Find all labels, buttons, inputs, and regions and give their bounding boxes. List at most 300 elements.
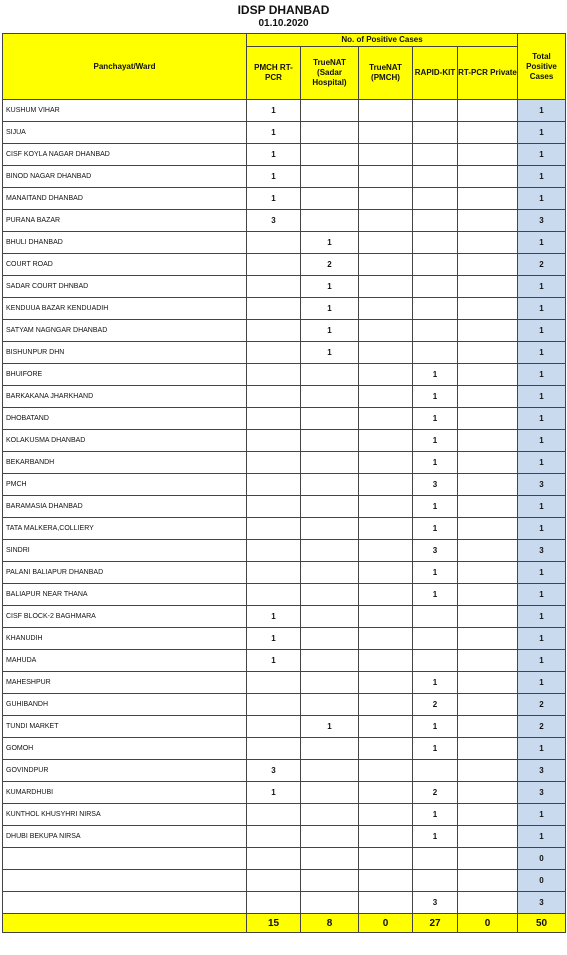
total-cell: 1: [518, 408, 566, 430]
truenat-pmch-cell: [359, 518, 413, 540]
total-rtpcr-private: 0: [458, 914, 518, 933]
rapid-kit-cell: [413, 276, 458, 298]
pmch-rtpcr-cell: 1: [247, 606, 301, 628]
table-row: [3, 672, 566, 694]
ward-cell: CISF KOYLA NAGAR DHANBAD: [3, 144, 247, 166]
ward-cell: BALIAPUR NEAR THANA: [3, 584, 247, 606]
pmch-rtpcr-cell: [247, 694, 301, 716]
rtpcr-private-cell: [458, 474, 518, 496]
ward-cell: DHUBI BEKUPA NIRSA: [3, 826, 247, 848]
rtpcr-private-cell: [458, 870, 518, 892]
truenat-pmch-cell: [359, 452, 413, 474]
pmch-rtpcr-cell: 1: [247, 782, 301, 804]
pmch-rtpcr-cell: [247, 452, 301, 474]
rtpcr-private-cell: [458, 804, 518, 826]
ward-cell: BARAMASIA DHANBAD: [3, 496, 247, 518]
rapid-kit-cell: 1: [413, 672, 458, 694]
rtpcr-private-cell: [458, 628, 518, 650]
rapid-kit-cell: [413, 848, 458, 870]
ward-cell: GOMOH: [3, 738, 247, 760]
total-cell: 2: [518, 716, 566, 738]
pmch-rtpcr-cell: [247, 298, 301, 320]
rtpcr-private-cell: [458, 254, 518, 276]
truenat-pmch-cell: [359, 826, 413, 848]
pmch-rtpcr-cell: [247, 386, 301, 408]
rapid-kit-cell: 1: [413, 716, 458, 738]
truenat-pmch-cell: [359, 672, 413, 694]
truenat-pmch-cell: [359, 650, 413, 672]
rtpcr-private-cell: [458, 320, 518, 342]
total-cell: 1: [518, 320, 566, 342]
table-row: [3, 716, 566, 738]
truenat-sadar-cell: [301, 892, 359, 914]
pmch-rtpcr-cell: [247, 584, 301, 606]
truenat-pmch-cell: [359, 606, 413, 628]
pmch-rtpcr-cell: [247, 430, 301, 452]
truenat-pmch-cell: [359, 738, 413, 760]
total-column-header: Total Positive Cases: [518, 34, 566, 100]
truenat-pmch-cell: [359, 496, 413, 518]
ward-cell: BINOD NAGAR DHANBAD: [3, 166, 247, 188]
rtpcr-private-cell: [458, 188, 518, 210]
rapid-kit-cell: [413, 188, 458, 210]
truenat-pmch-cell: [359, 540, 413, 562]
truenat-sadar-cell: [301, 100, 359, 122]
truenat-pmch-cell: [359, 188, 413, 210]
rtpcr-private-cell: [458, 496, 518, 518]
total-cell: 1: [518, 386, 566, 408]
truenat-pmch-cell: [359, 122, 413, 144]
table-body: [3, 100, 566, 914]
rapid-kit-cell: 1: [413, 452, 458, 474]
total-cell: 1: [518, 122, 566, 144]
report-title: IDSP DHANBAD: [237, 3, 330, 17]
ward-cell: KENDUUA BAZAR KENDUADIH: [3, 298, 247, 320]
ward-cell: [3, 892, 247, 914]
total-truenat-sadar: 8: [301, 914, 359, 933]
ward-cell: SINDRI: [3, 540, 247, 562]
ward-cell: GUHIBANDH: [3, 694, 247, 716]
total-cell: 3: [518, 210, 566, 232]
truenat-sadar-cell: [301, 210, 359, 232]
total-cell: 3: [518, 782, 566, 804]
total-cell: 1: [518, 606, 566, 628]
pmch-rtpcr-cell: [247, 254, 301, 276]
ward-cell: BHULI DHANBAD: [3, 232, 247, 254]
rapid-kit-cell: [413, 144, 458, 166]
table-row: [3, 518, 566, 540]
rapid-kit-cell: 1: [413, 562, 458, 584]
ward-cell: PURANA BAZAR: [3, 210, 247, 232]
ward-cell: BEKARBANDH: [3, 452, 247, 474]
truenat-pmch-cell: [359, 760, 413, 782]
pmch-rtpcr-cell: [247, 848, 301, 870]
truenat-sadar-cell: [301, 584, 359, 606]
total-cell: 1: [518, 276, 566, 298]
pmch-rtpcr-cell: [247, 320, 301, 342]
total-cell: 1: [518, 430, 566, 452]
pmch-rtpcr-cell: 1: [247, 100, 301, 122]
rapid-kit-cell: 3: [413, 892, 458, 914]
rapid-kit-cell: 2: [413, 782, 458, 804]
rtpcr-private-cell: [458, 144, 518, 166]
rapid-kit-cell: 1: [413, 364, 458, 386]
rtpcr-private-cell: [458, 166, 518, 188]
truenat-pmch-cell: [359, 298, 413, 320]
truenat-pmch-cell: [359, 386, 413, 408]
truenat-pmch-cell: [359, 782, 413, 804]
table-row: [3, 892, 566, 914]
pmch-rtpcr-cell: [247, 540, 301, 562]
truenat-sadar-cell: [301, 518, 359, 540]
rtpcr-private-cell: [458, 100, 518, 122]
truenat-sadar-cell: 1: [301, 232, 359, 254]
rtpcr-private-cell: [458, 232, 518, 254]
truenat-pmch-cell: [359, 848, 413, 870]
rtpcr-private-cell: [458, 364, 518, 386]
rtpcr-private-cell: [458, 650, 518, 672]
table-row: [3, 122, 566, 144]
rapid-kit-cell: [413, 232, 458, 254]
total-cell: 1: [518, 166, 566, 188]
rapid-kit-cell: [413, 760, 458, 782]
table-row: [3, 474, 566, 496]
rtpcr-private-cell: [458, 892, 518, 914]
ward-cell: KUSHUM VIHAR: [3, 100, 247, 122]
rtpcr-private-cell: [458, 408, 518, 430]
total-cell: 3: [518, 760, 566, 782]
pmch-rtpcr-cell: 3: [247, 210, 301, 232]
pmch-rtpcr-cell: [247, 364, 301, 386]
ward-cell: KOLAKUSMA DHANBAD: [3, 430, 247, 452]
truenat-pmch-cell: [359, 584, 413, 606]
rapid-kit-cell: 1: [413, 804, 458, 826]
rtpcr-private-cell: [458, 694, 518, 716]
pmch-rtpcr-cell: 1: [247, 166, 301, 188]
pmch-rtpcr-cell: [247, 232, 301, 254]
ward-column-header: Panchayat/Ward: [3, 34, 247, 100]
truenat-sadar-cell: 2: [301, 254, 359, 276]
ward-cell: SATYAM NAGNGAR DHANBAD: [3, 320, 247, 342]
truenat-sadar-cell: [301, 122, 359, 144]
ward-cell: BARKAKANA JHARKHAND: [3, 386, 247, 408]
ward-cell: KHANUDIH: [3, 628, 247, 650]
rtpcr-private-cell: [458, 606, 518, 628]
truenat-pmch-cell: [359, 364, 413, 386]
table-row: [3, 606, 566, 628]
total-cell: 3: [518, 474, 566, 496]
rtpcr-private-cell: [458, 782, 518, 804]
total-cell: 1: [518, 100, 566, 122]
report-date: 01.10.2020: [258, 18, 309, 29]
rapid-kit-cell: [413, 606, 458, 628]
truenat-sadar-cell: [301, 694, 359, 716]
truenat-pmch-cell: [359, 892, 413, 914]
ward-cell: KUNTHOL KHUSYHRI NIRSA: [3, 804, 247, 826]
pmch-rtpcr-cell: [247, 474, 301, 496]
table-row: [3, 364, 566, 386]
rtpcr-private-cell: [458, 518, 518, 540]
table-row: [3, 320, 566, 342]
ward-cell: BISHUNPUR DHN: [3, 342, 247, 364]
total-pmch-rtpcr: 15: [247, 914, 301, 933]
ward-cell: SADAR COURT DHNBAD: [3, 276, 247, 298]
total-cell: 1: [518, 496, 566, 518]
pmch-rtpcr-cell: [247, 496, 301, 518]
rtpcr-private-cell: [458, 848, 518, 870]
rtpcr-private-cell: [458, 562, 518, 584]
pmch-rtpcr-cell: [247, 826, 301, 848]
rtpcr-private-cell: [458, 716, 518, 738]
ward-cell: MAHESHPUR: [3, 672, 247, 694]
rtpcr-private-cell: [458, 386, 518, 408]
table-row: [3, 452, 566, 474]
table-row: [3, 628, 566, 650]
table-row: [3, 760, 566, 782]
truenat-pmch-cell: [359, 232, 413, 254]
table-row: [3, 782, 566, 804]
rapid-kit-cell: 2: [413, 694, 458, 716]
rapid-kit-cell: 1: [413, 430, 458, 452]
total-cell: 1: [518, 584, 566, 606]
truenat-pmch-cell: [359, 320, 413, 342]
rtpcr-private-cell: [458, 826, 518, 848]
table-row: [3, 276, 566, 298]
total-cell: 1: [518, 738, 566, 760]
truenat-pmch-cell: [359, 166, 413, 188]
table-row: [3, 584, 566, 606]
truenat-sadar-cell: 1: [301, 298, 359, 320]
truenat-pmch-cell: [359, 628, 413, 650]
total-cell: 1: [518, 188, 566, 210]
rapid-kit-cell: [413, 628, 458, 650]
rapid-kit-cell: 1: [413, 738, 458, 760]
ward-cell: PMCH: [3, 474, 247, 496]
rtpcr-private-cell: [458, 452, 518, 474]
rapid-kit-cell: [413, 100, 458, 122]
rapid-kit-cell: [413, 650, 458, 672]
truenat-pmch-cell: [359, 210, 413, 232]
rapid-kit-cell: 1: [413, 408, 458, 430]
ward-cell: COURT ROAD: [3, 254, 247, 276]
rtpcr-private-cell: [458, 342, 518, 364]
ward-cell: PALANI BALIAPUR DHANBAD: [3, 562, 247, 584]
pmch-rtpcr-cell: 1: [247, 122, 301, 144]
ward-cell: BHUIFORE: [3, 364, 247, 386]
grand-total: 50: [518, 914, 566, 933]
pmch-rtpcr-cell: 1: [247, 144, 301, 166]
rapid-kit-cell: 3: [413, 474, 458, 496]
truenat-pmch-cell: [359, 276, 413, 298]
total-rapid-kit: 27: [413, 914, 458, 933]
pmch-rtpcr-cell: [247, 518, 301, 540]
truenat-sadar-cell: 1: [301, 320, 359, 342]
table-row: [3, 848, 566, 870]
table-row: [3, 166, 566, 188]
total-cell: 1: [518, 562, 566, 584]
table-row: [3, 430, 566, 452]
truenat-sadar-header: TrueNAT (Sadar Hospital): [301, 47, 359, 100]
table-row: [3, 298, 566, 320]
truenat-sadar-cell: [301, 364, 359, 386]
pmch-rtpcr-header: PMCH RT-PCR: [247, 47, 301, 100]
ward-cell: MANAITAND DHANBAD: [3, 188, 247, 210]
table-row: [3, 870, 566, 892]
ward-cell: SIJUA: [3, 122, 247, 144]
rtpcr-private-cell: [458, 584, 518, 606]
table-row: [3, 210, 566, 232]
truenat-pmch-cell: [359, 562, 413, 584]
rapid-kit-cell: [413, 122, 458, 144]
truenat-sadar-cell: [301, 804, 359, 826]
rapid-kit-cell: [413, 298, 458, 320]
pmch-rtpcr-cell: [247, 276, 301, 298]
truenat-pmch-cell: [359, 870, 413, 892]
table-row: [3, 254, 566, 276]
pmch-rtpcr-cell: [247, 562, 301, 584]
rapid-kit-cell: 1: [413, 584, 458, 606]
table-row: [3, 694, 566, 716]
truenat-sadar-cell: [301, 738, 359, 760]
table-row: [3, 562, 566, 584]
pmch-rtpcr-cell: [247, 870, 301, 892]
pmch-rtpcr-cell: 1: [247, 650, 301, 672]
total-cell: 1: [518, 826, 566, 848]
truenat-pmch-cell: [359, 342, 413, 364]
rapid-kit-cell: [413, 254, 458, 276]
total-cell: 3: [518, 892, 566, 914]
pmch-rtpcr-cell: 1: [247, 628, 301, 650]
truenat-sadar-cell: [301, 452, 359, 474]
total-cell: 1: [518, 452, 566, 474]
truenat-pmch-cell: [359, 100, 413, 122]
truenat-pmch-cell: [359, 254, 413, 276]
truenat-sadar-cell: [301, 474, 359, 496]
table-row: [3, 738, 566, 760]
rtpcr-private-cell: [458, 430, 518, 452]
ward-cell: [3, 870, 247, 892]
truenat-pmch-header: TrueNAT (PMCH): [359, 47, 413, 100]
truenat-sadar-cell: [301, 496, 359, 518]
rapid-kit-cell: [413, 320, 458, 342]
rtpcr-private-cell: [458, 738, 518, 760]
rapid-kit-cell: [413, 342, 458, 364]
rtpcr-private-cell: [458, 760, 518, 782]
ward-cell: [3, 848, 247, 870]
truenat-pmch-cell: [359, 144, 413, 166]
table-row: [3, 232, 566, 254]
ward-cell: MAHUDA: [3, 650, 247, 672]
rapid-kit-cell: 1: [413, 826, 458, 848]
total-cell: 1: [518, 232, 566, 254]
total-cell: 1: [518, 518, 566, 540]
rapid-kit-header: RAPID-KIT: [413, 47, 458, 100]
rapid-kit-cell: 1: [413, 386, 458, 408]
ward-cell: TUNDI MARKET: [3, 716, 247, 738]
totals-label-cell: [3, 914, 247, 933]
truenat-sadar-cell: [301, 672, 359, 694]
truenat-pmch-cell: [359, 694, 413, 716]
truenat-sadar-cell: [301, 628, 359, 650]
truenat-sadar-cell: [301, 188, 359, 210]
truenat-sadar-cell: [301, 870, 359, 892]
table-row: [3, 826, 566, 848]
truenat-pmch-cell: [359, 804, 413, 826]
truenat-sadar-cell: [301, 408, 359, 430]
rtpcr-private-cell: [458, 298, 518, 320]
rtpcr-private-header: RT-PCR Private: [458, 47, 518, 100]
totals-row: [3, 914, 566, 933]
total-cell: 1: [518, 650, 566, 672]
ward-cell: CISF BLOCK-2 BAGHMARA: [3, 606, 247, 628]
truenat-sadar-cell: [301, 760, 359, 782]
truenat-sadar-cell: [301, 430, 359, 452]
ward-cell: GOVINDPUR: [3, 760, 247, 782]
total-cell: 1: [518, 144, 566, 166]
truenat-sadar-cell: 1: [301, 276, 359, 298]
total-cell: 1: [518, 628, 566, 650]
table-row: [3, 650, 566, 672]
truenat-sadar-cell: [301, 848, 359, 870]
truenat-sadar-cell: [301, 166, 359, 188]
table-row: [3, 408, 566, 430]
pmch-rtpcr-cell: [247, 738, 301, 760]
pmch-rtpcr-cell: [247, 342, 301, 364]
table-row: [3, 144, 566, 166]
truenat-sadar-cell: 1: [301, 716, 359, 738]
table-row: [3, 804, 566, 826]
truenat-pmch-cell: [359, 474, 413, 496]
total-cell: 3: [518, 540, 566, 562]
truenat-sadar-cell: [301, 386, 359, 408]
total-cell: 1: [518, 364, 566, 386]
total-truenat-pmch: 0: [359, 914, 413, 933]
table-row: [3, 540, 566, 562]
table-row: [3, 342, 566, 364]
total-cell: 1: [518, 804, 566, 826]
positive-cases-group-header: No. of Positive Cases: [247, 34, 518, 47]
pmch-rtpcr-cell: [247, 672, 301, 694]
ward-cell: DHOBATAND: [3, 408, 247, 430]
pmch-rtpcr-cell: [247, 892, 301, 914]
rapid-kit-cell: [413, 210, 458, 232]
rtpcr-private-cell: [458, 672, 518, 694]
rapid-kit-cell: 1: [413, 496, 458, 518]
rapid-kit-cell: 3: [413, 540, 458, 562]
truenat-sadar-cell: [301, 562, 359, 584]
report-header: [0, 0, 567, 33]
total-cell: 0: [518, 848, 566, 870]
total-cell: 2: [518, 694, 566, 716]
rtpcr-private-cell: [458, 210, 518, 232]
truenat-sadar-cell: [301, 606, 359, 628]
truenat-sadar-cell: [301, 826, 359, 848]
ward-cell: KUMARDHUBI: [3, 782, 247, 804]
table-row: [3, 188, 566, 210]
rtpcr-private-cell: [458, 276, 518, 298]
truenat-sadar-cell: [301, 144, 359, 166]
table-row: [3, 100, 566, 122]
pmch-rtpcr-cell: [247, 408, 301, 430]
table-row: [3, 386, 566, 408]
total-cell: 2: [518, 254, 566, 276]
truenat-pmch-cell: [359, 716, 413, 738]
rapid-kit-cell: [413, 870, 458, 892]
truenat-pmch-cell: [359, 430, 413, 452]
table-row: [3, 496, 566, 518]
total-cell: 1: [518, 298, 566, 320]
rapid-kit-cell: 1: [413, 518, 458, 540]
